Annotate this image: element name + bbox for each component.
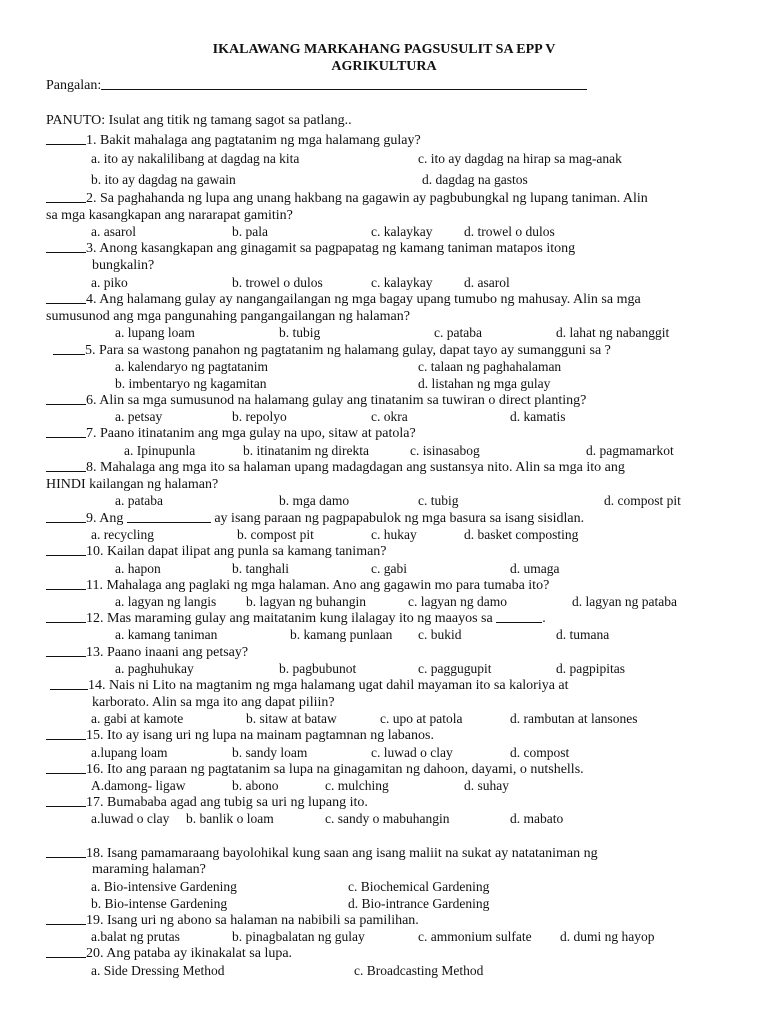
question-10: 10. Kailan dapat ilipat ang punla sa kamang taniman? bbox=[46, 544, 387, 560]
option: c. tubig bbox=[418, 493, 459, 508]
option: b. compost pit bbox=[237, 527, 314, 542]
option: b. pinagbalatan ng gulay bbox=[232, 929, 365, 944]
option: b. repolyo bbox=[232, 409, 287, 424]
option: d. mabato bbox=[510, 811, 564, 826]
answer-blank[interactable] bbox=[46, 773, 86, 774]
answer-blank[interactable] bbox=[46, 656, 86, 657]
option: c. luwad o clay bbox=[371, 745, 453, 760]
option: a. asarol bbox=[91, 224, 136, 239]
option: d. listahan ng mga gulay bbox=[418, 376, 551, 391]
option: a. gabi at kamote bbox=[91, 711, 184, 726]
answer-blank[interactable] bbox=[46, 739, 86, 740]
question-3: 3. Anong kasangkapan ang ginagamit sa pagpapatag ng kamang taniman matapos itong bbox=[46, 241, 575, 257]
option: d. tumana bbox=[556, 627, 610, 642]
option: c. isinasabog bbox=[410, 443, 480, 458]
option: b. trowel o dulos bbox=[232, 275, 323, 290]
option: b. mga damo bbox=[279, 493, 350, 508]
option: c. bukid bbox=[418, 627, 462, 642]
option: d. umaga bbox=[510, 561, 560, 576]
answer-blank[interactable] bbox=[46, 404, 86, 405]
option: d. lahat ng nabanggit bbox=[556, 325, 670, 340]
option: c. kalaykay bbox=[371, 224, 433, 239]
option: b. imbentaryo ng kagamitan bbox=[115, 376, 267, 391]
option: d. kamatis bbox=[510, 409, 566, 424]
answer-blank[interactable] bbox=[46, 437, 86, 438]
answer-blank[interactable] bbox=[46, 252, 86, 253]
option: d. asarol bbox=[464, 275, 510, 290]
option: c. sandy o mabuhangin bbox=[325, 811, 450, 826]
option: c. hukay bbox=[371, 527, 417, 542]
option: d. suhay bbox=[464, 778, 509, 793]
option: c. talaan ng paghahalaman bbox=[418, 359, 562, 374]
option: d. pagpipitas bbox=[556, 661, 625, 676]
question-11: 11. Mahalaga ang paglaki ng mga halaman. Ano ang gagawin mo para tumaba ito? bbox=[46, 578, 549, 594]
answer-blank[interactable] bbox=[53, 354, 85, 355]
option: a. pataba bbox=[115, 493, 163, 508]
option: c. kalaykay bbox=[371, 275, 433, 290]
option: d. lagyan ng pataba bbox=[572, 594, 677, 609]
option: a. hapon bbox=[115, 561, 161, 576]
option: c. okra bbox=[371, 409, 408, 424]
instructions: PANUTO: Isulat ang titik ng tamang sagot sa patlang.. bbox=[46, 113, 352, 128]
option: a. lagyan ng langis bbox=[115, 594, 217, 609]
option: a. kalendaryo ng pagtatanim bbox=[115, 359, 268, 374]
option: a. Bio-intensive Gardening bbox=[91, 879, 237, 894]
option: b. sitaw at bataw bbox=[246, 711, 337, 726]
question-16: 16. Ito ang paraan ng pagtatanim sa lupa na ginagamitan ng dahoon, dayami, o nutshells. bbox=[46, 762, 584, 778]
option: c. paggugupit bbox=[418, 661, 492, 676]
option: b. abono bbox=[232, 778, 279, 793]
question-3-cont: bungkalin? bbox=[92, 258, 155, 273]
answer-blank[interactable] bbox=[46, 806, 86, 807]
option: c. gabi bbox=[371, 561, 407, 576]
option: a. piko bbox=[91, 275, 128, 290]
option: d. dagdag na gastos bbox=[422, 172, 528, 187]
question-4-cont: sumusunod ang mga pangunahing pangangailangan ng halaman? bbox=[46, 309, 410, 324]
option: c. mulching bbox=[325, 778, 389, 793]
option: b. lagyan ng buhangin bbox=[246, 594, 366, 609]
option: b. kamang punlaan bbox=[290, 627, 393, 642]
answer-blank[interactable] bbox=[46, 589, 86, 590]
option: a. petsay bbox=[115, 409, 163, 424]
question-9: 9. Ang ay isang paraan ng pagpapabulok ng mga basura sa isang sisidlan. bbox=[46, 511, 584, 527]
question-8: 8. Mahalaga ang mga ito sa halaman upang madagdagan ang sustansya nito. Alin sa mga ito ang bbox=[46, 460, 625, 476]
option: c. ammonium sulfate bbox=[418, 929, 532, 944]
question-2-cont: sa mga kasangkapan ang nararapat gamitin? bbox=[46, 208, 293, 223]
option: a. paghuhukay bbox=[115, 661, 194, 676]
option: c. lagyan ng damo bbox=[408, 594, 507, 609]
question-2: 2. Sa paghahanda ng lupa ang unang hakbang na gagawin ay pagbubungkal ng lupang taniman. Alin bbox=[46, 191, 648, 207]
answer-blank[interactable] bbox=[46, 957, 86, 958]
question-8-cont: HINDI kailangan ng halaman? bbox=[46, 477, 219, 492]
option: a. Ipinupunla bbox=[124, 443, 196, 458]
option: a. Side Dressing Method bbox=[91, 963, 225, 978]
answer-blank[interactable] bbox=[46, 555, 86, 556]
option: b. banlik o loam bbox=[186, 811, 274, 826]
question-15: 15. Ito ay isang uri ng lupa na mainam pagtamnan ng labanos. bbox=[46, 728, 434, 744]
option: a. ito ay nakalilibang at dagdag na kita bbox=[91, 151, 300, 166]
question-20: 20. Ang pataba ay ikinakalat sa lupa. bbox=[46, 946, 292, 962]
question-14: 14. Nais ni Lito na magtanim ng mga halamang ugat dahil mayaman ito sa kaloriya at bbox=[50, 678, 569, 694]
option: d. pagmamarkot bbox=[586, 443, 674, 458]
option: a.balat ng prutas bbox=[91, 929, 180, 944]
question-13: 13. Paano inaani ang petsay? bbox=[46, 645, 248, 661]
name-line[interactable] bbox=[46, 78, 587, 94]
answer-blank[interactable] bbox=[46, 522, 86, 523]
answer-blank[interactable] bbox=[46, 144, 86, 145]
option: c. pataba bbox=[434, 325, 482, 340]
option: a. kamang taniman bbox=[115, 627, 218, 642]
question-17: 17. Bumababa agad ang tubig sa uri ng lupang ito. bbox=[46, 795, 368, 811]
option: d. rambutan at lansones bbox=[510, 711, 638, 726]
option: a. lupang loam bbox=[115, 325, 195, 340]
option: b. Bio-intense Gardening bbox=[91, 896, 228, 911]
answer-blank[interactable] bbox=[46, 924, 86, 925]
question-1: 1. Bakit mahalaga ang pagtatanim ng mga halamang gulay? bbox=[46, 133, 421, 149]
option: b. tubig bbox=[279, 325, 321, 340]
option: a. recycling bbox=[91, 527, 154, 542]
option: a.lupang loam bbox=[91, 745, 168, 760]
answer-blank[interactable] bbox=[46, 202, 86, 203]
question-18: 18. Isang pamamaraang bayolohikal kung saan ang isang maliit na sukat ay natataniman ng bbox=[46, 846, 598, 862]
answer-blank[interactable] bbox=[46, 857, 86, 858]
question-18-cont: maraming halaman? bbox=[92, 862, 206, 877]
answer-blank[interactable] bbox=[46, 303, 86, 304]
option: b. pala bbox=[232, 224, 268, 239]
option: c. Broadcasting Method bbox=[354, 963, 484, 978]
question-14-cont: karborato. Alin sa mga ito ang dapat piliin? bbox=[92, 695, 335, 710]
option: a.luwad o clay bbox=[91, 811, 170, 826]
answer-blank[interactable] bbox=[50, 689, 88, 690]
option: d. compost bbox=[510, 745, 570, 760]
option: d. basket composting bbox=[464, 527, 579, 542]
question-6: 6. Alin sa mga sumusunod na halamang gulay ang tinatanim sa tuwiran o direct planting? bbox=[46, 393, 586, 409]
answer-blank[interactable] bbox=[46, 622, 86, 623]
fill-in-blank[interactable] bbox=[127, 522, 211, 523]
name-label: Pangalan: bbox=[46, 78, 102, 93]
option: d. dumi ng hayop bbox=[560, 929, 655, 944]
option: c. Biochemical Gardening bbox=[348, 879, 490, 894]
question-19: 19. Isang uri ng abono sa halaman na nabibili sa pamilihan. bbox=[46, 913, 419, 929]
answer-blank[interactable] bbox=[46, 471, 86, 472]
option: b. sandy loam bbox=[232, 745, 308, 760]
option: b. itinatanim ng direkta bbox=[243, 443, 369, 458]
option: b. tanghali bbox=[232, 561, 289, 576]
page-subtitle: AGRIKULTURA bbox=[331, 59, 437, 74]
option: d. compost pit bbox=[604, 493, 681, 508]
page-title: IKALAWANG MARKAHANG PAGSUSULIT SA EPP V bbox=[212, 42, 556, 57]
option: c. ito ay dagdag na hirap sa mag-anak bbox=[418, 151, 622, 166]
option: A.damong- ligaw bbox=[91, 778, 186, 793]
question-7: 7. Paano itinatanim ang mga gulay na upo, sitaw at patola? bbox=[46, 426, 416, 442]
option: c. upo at patola bbox=[380, 711, 463, 726]
option: d. Bio-intrance Gardening bbox=[348, 896, 490, 911]
name-blank[interactable] bbox=[101, 89, 587, 90]
question-5: 5. Para sa wastong panahon ng pagtatanim ng halamang gulay, dapat tayo ay sumangguni sa ? bbox=[53, 343, 611, 359]
option: b. pagbubunot bbox=[279, 661, 357, 676]
option: d. trowel o dulos bbox=[464, 224, 555, 239]
question-4: 4. Ang halamang gulay ay nangangailangan ng mga bagay upang tumubo ng mahusay. Alin sa mga bbox=[46, 292, 641, 308]
fill-in-blank[interactable] bbox=[496, 622, 542, 623]
option: b. ito ay dagdag na gawain bbox=[91, 172, 236, 187]
question-12: 12. Mas maraming gulay ang maitatanim kung ilalagay ito ng maayos sa . bbox=[46, 611, 546, 627]
